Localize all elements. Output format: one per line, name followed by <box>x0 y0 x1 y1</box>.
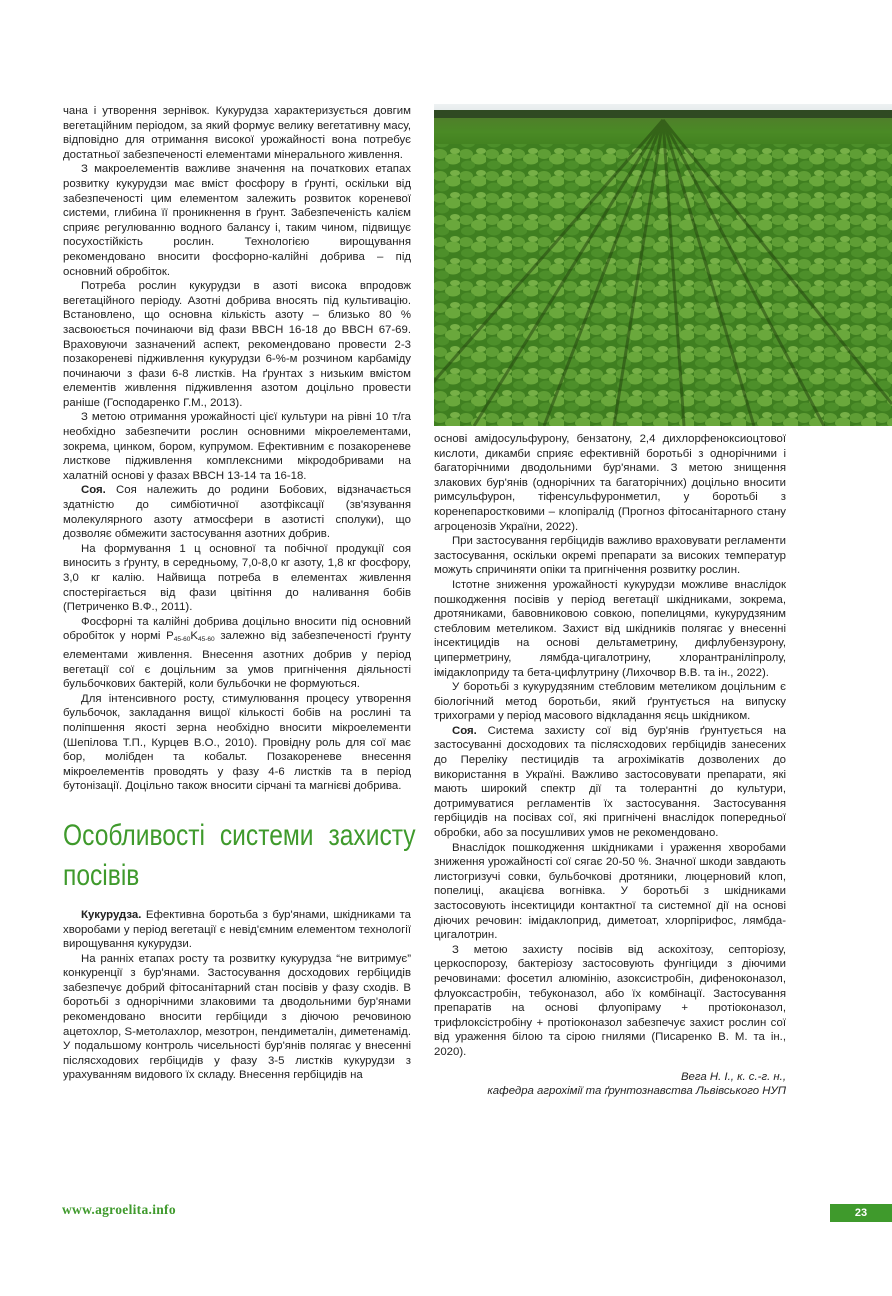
paragraph: Соя. Соя належить до родини Бобових, відзначається здатністю до симбіотичної азотфіксації (зв'язування молекулярного азоту атмосфери в азотисті сполуки), що дозволяє обмежити застосування азотних добрив. <box>63 484 411 541</box>
section-heading: Особливості системи захисту посівів <box>63 818 416 892</box>
soybean-field-photo <box>434 104 892 426</box>
paragraph: На формування 1 ц основної та побічної продукції соя виносить з ґрунту, в середньому, 7,0-8,0 кг азоту, 1,8 кг фосфору, 3,0 кг калію. Найвища потреба в елементах живлення спостерігається від фази цвітіння до наливання бобів (Петриченко В.Ф., 2011). <box>63 542 411 614</box>
bold-lead: Соя. <box>81 484 106 497</box>
paragraph: Кукурудза. Ефективна боротьба з бур'янами, шкідниками та хворобами у період вегетації є невід'ємним елементом технології вирощування кукурудзи. <box>63 908 411 951</box>
field-image <box>434 104 892 426</box>
page-number: 23 <box>830 1204 892 1222</box>
author-signature <box>434 1070 786 1099</box>
author-name: Вега Н. І., к. с.-г. н., <box>680 1070 786 1083</box>
paragraph: Внаслідок пошкодження шкідниками і ураження хворобами зниження урожайності сої сягає 20-50 %. Значної шкоди завдають листогризучі совки, бульбочкові дротяники, люцерновий клоп, попелиці, акацієва вогнівка. У боротьбі з шкідниками застосовують інсектициди контактної та системної дії на основі діючих речовин: імідаклоприд, диметоат, хлорпірифос, лямбда-цигалотрин. <box>434 841 786 942</box>
paragraph: У боротьбі з кукурудзяним стебловим метеликом доцільним є біологічний метод боротьби, який ґрунтується на випуску трихограми у період масового відкладання яєць шкідником. <box>434 681 786 723</box>
left-column <box>63 104 416 1083</box>
bold-lead: Кукурудза. <box>81 908 142 921</box>
paragraph: При застосування гербіцидів важливо враховувати регламенти застосування, оскільки окремі препарати за високих температур можуть спричиняти опіки та пригнічення розвитку рослин. <box>434 535 786 577</box>
paragraph: З метою захисту посівів від аскохітозу, септоріозу, церкоспорозу, бактеріозу застосовують фунгіциди з діючими речовинами: фосетил алюмінію, азоксистробін, дифеноконазол, флуоксастробін, тебуконазол, або їх комбінації. Застосування препаратів на основі флуопіраму + протіоконазол, трифлоксістробіну + протіоконазол забезпечує захист рослин сої від ураження білою та сірою гнилями (Писаренко В. М. та ін., 2020). <box>434 943 786 1058</box>
paragraph: З метою отримання урожайності цієї культури на рівні 10 т/га необхідно забезпечити рослин основними мікроелементами, зокрема, цинком, бором, купрумом. Ефективним є позакореневе листкове підживлення комплексними мікродобривами на халатній основі у фазах BBCH 13-14 та 16-18. <box>63 411 411 482</box>
bold-lead: Соя. <box>452 724 477 737</box>
paragraph: Істотне зниження урожайності кукурудзи можливе внаслідок пошкодження посівів у період вегетації шкідниками, зокрема, дротяниками, бавовниковою совкою, попелицями, кукурудзяним стебловим метеликом. Захист від шкідників полягає у внесенні інсектицидів на основі дельтаметрину, дифлубензурону, циперметрину, лямбда-цигалотрину, хлорантраніліпролу, імідаклоприду та бета-цифлутрину (Лихочвор В.В. та ін., 2022). <box>434 578 786 679</box>
paragraph: Соя. Система захисту сої від бур'янів ґрунтується на застосуванні досходових та післясходових гербіцидів занесених до Переліку пестицидів та агрохімікатів дозволених до використання в Україні. Важливо застосовувати препарати, які мають широкий спектр дії та толерантні до культури, дотримуватися регламентів їх застосування. Застосування гербіцидів на посівах сої, які пригнічені внаслідок попередньої обробки, або за посушливих умов не рекомендовано. <box>434 724 786 840</box>
paragraph: Фосфорні та калійні добрива доцільно вносити під основний обробіток у нормі $P_{45-60}K_{45-60}$ залежно від забезпеченості ґрунту елементами живлення. Внесення азотних добрив у період вегетації сої є доцільним за умов пригнічення діяльності бульбочкових бактерій, коли бульбочки не формуються. <box>63 615 411 691</box>
paragraph: Для інтенсивного росту, стимулювання процесу утворення бульбочок, закладання вищої кількості бобів на рослині та поліпшення якості зерна необхідно вносити мікроелементи (Шепілова Т.П., Курцев В.О., 2010). Провідну роль для сої має бор, молібден та кобальт. Позакореневе внесення мікроелементів проводять у фазу 4-6 листків та в період бутонізації. Доцільно також вносити сірчані та магнієві добрива. <box>63 692 411 793</box>
author-affiliation: кафедра агрохімії та ґрунтознавства Львівського НУП <box>487 1085 786 1098</box>
paragraph: чана і утворення зернівок. Кукурудза характеризується довгим вегетаційним періодом, за який формує велику вегетативну масу, відповідно для отримання високої урожайності вона потребує достатньої забезпеченості елементами мінерального живлення. <box>63 105 411 161</box>
paragraph: основі амідосульфурону, бензатону, 2,4 дихлорфеноксиоцтової кислоти, дикамби сприяє ефективній боротьбі з однорічними і багаторічними дводольними бур'янами. З метою знищення злакових бур'янів (однорічних та багаторічних) доцільно вносити римсульфурон, тіфенсульфуронметил, у боротьбі з коренепаростковими – клопіралід (Прогноз фітосанітарного стану агроценозів України, 2022). <box>434 433 786 533</box>
paragraph: З макроелементів важливе значення на початкових етапах розвитку кукурудзи має вміст фосфору в ґрунті, оскільки від забезпеченості цим елементом залежить розвиток кореневої системи, глибина її проникнення в ґрунт. Забезпеченість калієм сприяє регулюванню водного балансу і, таким чином, підвищує посухостійкість рослин. Технологією вирощування рекомендовано вносити фосфорно-калійні добрива – під основний обробіток. <box>63 163 411 278</box>
right-column <box>434 432 786 1099</box>
website-link[interactable]: www.agroelita.info <box>62 1202 176 1217</box>
paragraph: Потреба рослин кукурудзи в азоті висока впродовж вегетаційного періоду. Азотні добрива вносять під культивацію. Встановлено, що основна кількість азоту – близько 80 % засвоюється починаючи від фази BBCH 16-18 до BBCH 67-69. Враховуючи зазначений аспект, рекомендовано провести 2-3 позакореневі підживлення кукурудзи 6-%-м розчином карбаміду починаючи з фази 6-8 листків. На ґрунтах з низьким вмістом елементів живлення підживлення азотом доцільно провести раніше (Господаренко Г.М., 2013). <box>63 280 411 409</box>
paragraph: На ранніх етапах росту та розвитку кукурудза “не витримує” конкуренції з бур'янами. Застосування досходових гербіцидів забезпечує добрий фітосанітарний стан посівів у фазу сходів. В боротьбі з однорічними злаковими та дводольними бур'янами рекомендовано вносити гербіциди з діючою речовиною ацетохлор, S-метолахлор, мезотрон, пендиметалін, диметенамід. У подальшому контроль чисельності бур'янів полягає у внесенні післясходових гербіцидів у фазу 3-5 листків кукурудзи з урахуванням видового їх складу. Внесення гербіцидів на <box>63 952 411 1082</box>
